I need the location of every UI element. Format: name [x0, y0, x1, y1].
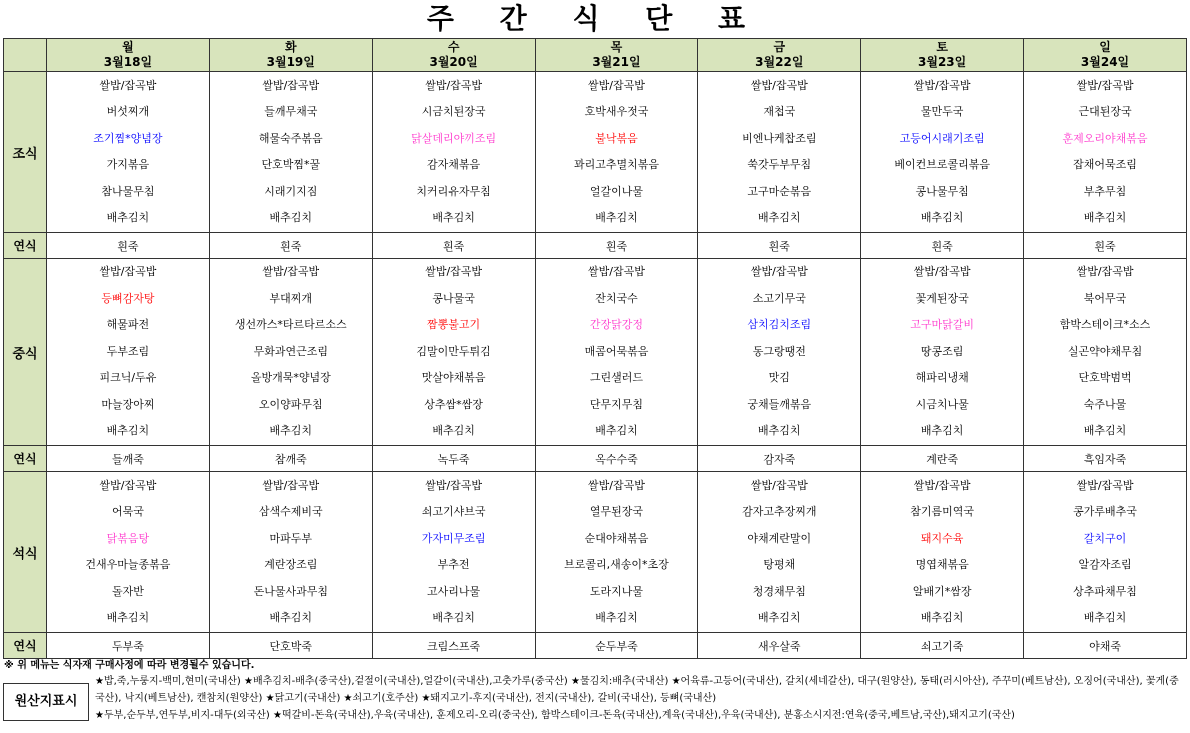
day-header-fri — [698, 39, 861, 72]
menu-item: 쌀밥/잡곡밥 — [588, 78, 645, 92]
day-date: 3월19일 — [266, 55, 315, 69]
snack-cell: 두부죽 — [47, 633, 210, 659]
dinner-cell-wed — [372, 472, 535, 633]
meal-label-breakfast: 조식 — [4, 72, 47, 233]
menu-item: 배추김치 — [269, 211, 313, 224]
lunch-snack-row — [4, 446, 1187, 472]
menu-item: 쌀밥/잡곡밥 — [425, 265, 483, 279]
menu-item: 무화과연근조림 — [253, 344, 328, 358]
day-name: 일 — [1099, 40, 1111, 54]
menu-item: 쌀밥/잡곡밥 — [1076, 478, 1134, 492]
menu-item: 들깨무채국 — [264, 105, 318, 118]
menu-item: 재첩국 — [763, 105, 796, 118]
menu-item: 불낙볶음 — [595, 131, 638, 145]
snack-cell: 녹두죽 — [372, 446, 535, 472]
snack-cell: 야채죽 — [1024, 633, 1187, 659]
day-header-mon — [47, 39, 210, 72]
origin-section — [3, 673, 1187, 724]
menu-item: 시금치나물 — [915, 397, 969, 411]
menu-item: 피크닉/두유 — [99, 371, 157, 385]
day-name: 화 — [284, 40, 297, 54]
menu-item: 배추김치 — [758, 424, 801, 438]
menu-item: 쌀밥/잡곡밥 — [262, 78, 320, 92]
snack-cell: 흑임자죽 — [1024, 446, 1187, 472]
snack-cell: 새우살죽 — [698, 633, 861, 659]
menu-item: 배추김치 — [106, 611, 150, 624]
menu-item: 상추쌈*쌈장 — [424, 397, 483, 411]
menu-item: 쌀밥/잡곡밥 — [99, 265, 157, 279]
menu-item: 시금치된장국 — [421, 105, 486, 118]
menu-item: 삼색수제비국 — [258, 505, 323, 518]
origin-label: 원산지표시 — [3, 683, 89, 721]
menu-item: 쌀밥/잡곡밥 — [99, 478, 157, 492]
menu-item: 삼치김치조림 — [747, 318, 812, 332]
snack-cell: 흰죽 — [209, 233, 372, 259]
menu-item: 열무된장국 — [589, 505, 644, 518]
menu-item: 알배기*쌈장 — [912, 584, 972, 598]
day-name: 토 — [936, 40, 948, 54]
change-notice: ※ 위 메뉴는 식자재 구매사정에 따라 변경될수 있습니다. — [4, 660, 255, 671]
dinner-cell-fri — [698, 472, 861, 633]
menu-item: 쌀밥/잡곡밥 — [262, 478, 320, 492]
menu-item: 북어무국 — [1083, 291, 1127, 305]
meal-label-snack: 연식 — [4, 446, 47, 472]
menu-item: 상추파채무침 — [1073, 584, 1137, 598]
menu-item: 배추김치 — [758, 211, 801, 224]
day-name: 목 — [610, 40, 623, 54]
menu-item: 단무지무침 — [589, 397, 644, 411]
menu-item: 배추김치 — [595, 211, 638, 224]
dinner-cell-tue — [209, 472, 372, 633]
menu-item: 쌀밥/잡곡밥 — [750, 78, 808, 92]
menu-item: 부추전 — [437, 558, 470, 571]
lunch-cell-wed — [372, 259, 535, 446]
menu-item: 배추김치 — [269, 424, 313, 438]
menu-item: 베이컨브로콜리볶음 — [894, 158, 990, 171]
menu-item: 쇠고기샤브국 — [421, 505, 486, 518]
lunch-cell-mon — [47, 259, 210, 446]
menu-item: 함박스테이크*소스 — [1059, 318, 1151, 332]
menu-item: 비엔나케찹조림 — [742, 131, 817, 145]
breakfast-cell-wed — [372, 72, 535, 233]
menu-item: 배추김치 — [1083, 211, 1127, 224]
menu-item: 마파두부 — [269, 531, 313, 545]
menu-item: 조기찜*양념장 — [93, 131, 163, 145]
menu-item: 고등어시래기조림 — [899, 131, 985, 145]
menu-item: 땅콩조림 — [920, 344, 964, 358]
menu-item: 호박새우젓국 — [584, 105, 649, 118]
menu-item: 쌀밥/잡곡밥 — [750, 265, 808, 279]
menu-item: 배추김치 — [269, 611, 313, 624]
menu-item: 감자고추장찌개 — [742, 505, 817, 518]
menu-item: 부대찌개 — [269, 291, 313, 305]
origin-text — [89, 673, 1185, 724]
menu-item: 단호박범벅 — [1078, 371, 1132, 385]
menu-item: 그린샐러드 — [589, 371, 644, 385]
menu-item: 꽈리고추멸치볶음 — [573, 158, 659, 171]
day-date: 3월23일 — [918, 55, 967, 69]
weekly-menu-table — [3, 38, 1187, 659]
menu-item: 건새우마늘종볶음 — [85, 558, 171, 571]
menu-item: 쌀밥/잡곡밥 — [99, 78, 157, 92]
menu-item: 맛김 — [768, 371, 790, 385]
menu-item: 돼지수육 — [920, 531, 964, 545]
menu-item: 마늘장아찌 — [101, 397, 155, 411]
day-header-sun — [1024, 39, 1187, 72]
menu-item: 탕평채 — [763, 558, 796, 571]
menu-item: 근대된장국 — [1078, 105, 1132, 118]
menu-item: 고사리나물 — [427, 584, 481, 598]
menu-item: 숙주나물 — [1083, 397, 1127, 411]
menu-item: 배추김치 — [595, 611, 638, 624]
menu-item: 도라지나물 — [589, 584, 644, 598]
snack-cell: 참깨죽 — [209, 446, 372, 472]
menu-item: 쌀밥/잡곡밥 — [1076, 265, 1134, 279]
header-row — [4, 39, 1187, 72]
menu-item: 해파리냉채 — [915, 371, 969, 385]
menu-item: 어묵국 — [111, 505, 144, 518]
snack-cell: 흰죽 — [47, 233, 210, 259]
breakfast-row — [4, 72, 1187, 233]
menu-item: 배추김치 — [432, 211, 475, 224]
day-name: 수 — [447, 40, 460, 54]
menu-item: 김말이만두튀김 — [416, 344, 491, 358]
snack-cell: 흰죽 — [1024, 233, 1187, 259]
menu-item: 쌀밥/잡곡밥 — [1076, 78, 1134, 92]
menu-item: 오이양파무침 — [258, 397, 323, 411]
menu-item: 매콤어묵볶음 — [584, 344, 649, 358]
breakfast-cell-fri — [698, 72, 861, 233]
menu-item: 닭볶음탕 — [106, 531, 150, 545]
menu-item: 간장닭강정 — [589, 318, 644, 332]
day-name: 월 — [122, 40, 134, 54]
menu-item: 닭살데리야끼조림 — [411, 131, 497, 145]
menu-item: 물만두국 — [920, 105, 964, 118]
breakfast-cell-tue — [209, 72, 372, 233]
menu-item: 배추김치 — [432, 424, 475, 438]
menu-item: 배추김치 — [106, 211, 150, 224]
snack-cell: 쇠고기죽 — [861, 633, 1024, 659]
meal-label-snack: 연식 — [4, 233, 47, 259]
menu-item: 실곤약야채무침 — [1067, 344, 1143, 358]
menu-item: 쌀밥/잡곡밥 — [425, 478, 483, 492]
lunch-cell-tue — [209, 259, 372, 446]
menu-item: 얼갈이나물 — [589, 184, 644, 198]
menu-item: 궁채들깨볶음 — [747, 397, 812, 411]
dinner-cell-mon — [47, 472, 210, 633]
menu-item: 브로콜리,새송이*초장 — [564, 558, 669, 571]
menu-item: 등뼈감자탕 — [101, 291, 155, 305]
menu-item: 콩나물국 — [432, 291, 475, 305]
menu-item: 계란장조림 — [264, 558, 318, 571]
menu-item: 치커리유자무침 — [416, 184, 491, 198]
menu-item: 쌀밥/잡곡밥 — [588, 265, 645, 279]
meal-label-dinner: 석식 — [4, 472, 47, 633]
menu-item: 배추김치 — [758, 611, 801, 624]
day-header-sat — [861, 39, 1024, 72]
menu-item: 명엽채볶음 — [915, 558, 969, 571]
snack-cell: 계란죽 — [861, 446, 1024, 472]
menu-item: 배추김치 — [595, 424, 638, 438]
day-date: 3월18일 — [103, 55, 153, 69]
lunch-cell-fri — [698, 259, 861, 446]
snack-cell: 들깨죽 — [47, 446, 210, 472]
menu-item: 시래기지짐 — [264, 184, 318, 198]
breakfast-cell-sun — [1024, 72, 1187, 233]
menu-item: 배추김치 — [432, 611, 475, 624]
menu-item: 콩가루배추국 — [1073, 505, 1137, 518]
menu-item: 배추김치 — [920, 611, 964, 624]
meal-label-lunch: 중식 — [4, 259, 47, 446]
page-title: 주 간 식 단 표 — [426, 2, 764, 35]
meal-label-snack: 연식 — [4, 633, 47, 659]
menu-item: 배추김치 — [106, 424, 150, 438]
menu-item: 꽃게된장국 — [915, 291, 969, 305]
menu-item: 돌자반 — [111, 584, 144, 598]
menu-item: 쌀밥/잡곡밥 — [913, 265, 971, 279]
day-date: 3월22일 — [755, 55, 804, 69]
snack-cell: 단호박죽 — [209, 633, 372, 659]
dinner-cell-sat — [861, 472, 1024, 633]
menu-item: 고구마순볶음 — [747, 184, 812, 198]
breakfast-snack-row — [4, 233, 1187, 259]
menu-item: 배추김치 — [1083, 424, 1127, 438]
dinner-cell-sun — [1024, 472, 1187, 633]
menu-item: 알감자조림 — [1078, 558, 1132, 571]
snack-cell: 흰죽 — [535, 233, 698, 259]
snack-cell: 흰죽 — [698, 233, 861, 259]
menu-item: 배추김치 — [920, 211, 964, 224]
menu-item: 청경채무침 — [752, 584, 806, 598]
menu-item: 순대야채볶음 — [584, 531, 649, 545]
menu-item: 버섯찌개 — [106, 105, 150, 118]
menu-item: 콩나물무침 — [915, 184, 969, 198]
snack-cell: 옥수수죽 — [535, 446, 698, 472]
menu-item: 쌀밥/잡곡밥 — [262, 265, 320, 279]
lunch-cell-sat — [861, 259, 1024, 446]
lunch-cell-sun — [1024, 259, 1187, 446]
snack-cell: 크림스프죽 — [372, 633, 535, 659]
menu-item: 배추김치 — [920, 424, 964, 438]
day-header-tue — [209, 39, 372, 72]
menu-item: 두부조림 — [106, 344, 150, 358]
origin-line: ★두부,순두부,연두부,비지-대두(외국산) ★떡갈비-돈육(국내산),우육(국내산), 훈제오리-오리(중국산), 함박스테이크-돈육(국내산),계육(국내산),우육(국내산), 분홍소시지전:연육(중국,베트남,국산),돼지고기(국산) — [95, 710, 1015, 721]
day-header-wed — [372, 39, 535, 72]
day-name: 금 — [773, 40, 786, 54]
snack-cell: 순두부죽 — [535, 633, 698, 659]
menu-item: 배추김치 — [1083, 611, 1127, 624]
origin-line: ★밥,죽,누룽지-백미,현미(국내산) ★배추김치-배추(중국산),겉절이(국내산),얼갈이(국내산),고춧가루(중국산) ★물김치:배추(국내산) ★어육류-고등어(국내산), 갈치(세네갈산), 대구(원양산), 동태(러시아산), 주꾸미(베트남산), 오징어(국내산), 꽃게(중국산), 낙지(베트남산), 캔참치(원양산) ★닭고기(국내산) ★쇠고기(호주산) ★돼지고기-후지(국내산), 전지(국내산), 갈비(국내산), 등뼈(국내산) — [95, 676, 1179, 704]
menu-item: 가자미무조림 — [421, 531, 486, 545]
menu-item: 소고기무국 — [752, 291, 806, 305]
day-date: 3월20일 — [429, 55, 478, 69]
menu-item: 잡채어묵조림 — [1073, 158, 1137, 171]
menu-item: 감자채볶음 — [427, 158, 481, 171]
menu-item: 해물파전 — [106, 318, 150, 332]
menu-item: 쌀밥/잡곡밥 — [750, 478, 808, 492]
menu-item: 야채계란말이 — [747, 531, 812, 545]
dinner-cell-thu — [535, 472, 698, 633]
menu-item: 생선까스*타르타르소스 — [234, 318, 347, 332]
breakfast-cell-thu — [535, 72, 698, 233]
menu-item: 맛살야채볶음 — [421, 371, 486, 385]
header-corner — [4, 39, 47, 72]
menu-item: 부추무침 — [1083, 184, 1127, 198]
menu-item: 돈나물사과무침 — [253, 584, 328, 598]
dinner-snack-row — [4, 633, 1187, 659]
breakfast-cell-sat — [861, 72, 1024, 233]
lunch-cell-thu — [535, 259, 698, 446]
menu-item: 쌀밥/잡곡밥 — [913, 478, 971, 492]
dinner-row — [4, 472, 1187, 633]
menu-item: 잔치국수 — [595, 291, 638, 305]
menu-item: 쑥갓두부무침 — [747, 158, 812, 171]
snack-cell: 흰죽 — [861, 233, 1024, 259]
menu-item: 고구마닭갈비 — [910, 318, 975, 332]
menu-item: 참기름미역국 — [910, 505, 975, 518]
day-date: 3월24일 — [1080, 55, 1130, 69]
menu-item: 짬뽕불고기 — [427, 318, 481, 332]
menu-item: 갈치구이 — [1083, 531, 1127, 545]
menu-item: 쌀밥/잡곡밥 — [588, 478, 645, 492]
snack-cell: 감자죽 — [698, 446, 861, 472]
day-header-thu — [535, 39, 698, 72]
snack-cell: 흰죽 — [372, 233, 535, 259]
lunch-row — [4, 259, 1187, 446]
menu-item: 단호박찜*꿀 — [261, 158, 321, 171]
menu-item: 쌀밥/잡곡밥 — [425, 78, 483, 92]
menu-item: 가지볶음 — [106, 158, 150, 171]
menu-item: 쌀밥/잡곡밥 — [913, 78, 971, 92]
menu-item: 올방개묵*양념장 — [250, 371, 331, 385]
menu-item: 훈제오리야채볶음 — [1062, 131, 1148, 145]
menu-item: 참나물무침 — [101, 184, 155, 198]
menu-item: 동그랑땡전 — [752, 344, 806, 358]
breakfast-cell-mon — [47, 72, 210, 233]
menu-item: 해물숙주볶음 — [258, 131, 323, 145]
day-date: 3월21일 — [592, 55, 641, 69]
